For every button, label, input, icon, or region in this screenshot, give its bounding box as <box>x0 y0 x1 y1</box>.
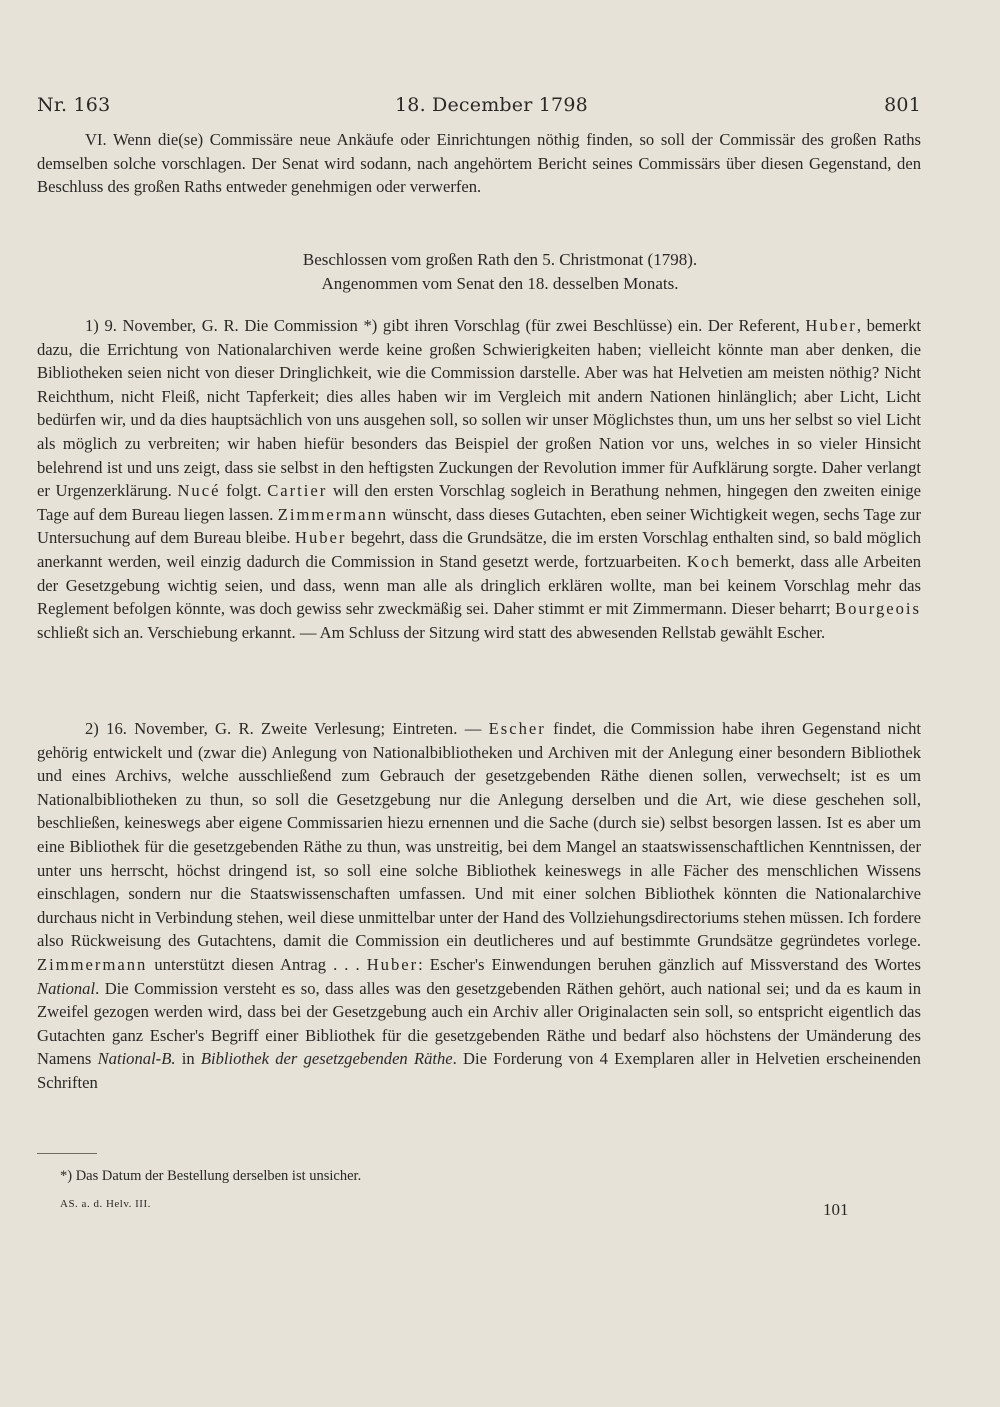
text-run: in <box>175 1049 201 1069</box>
text-run: . Die Commission versteht es so, dass alles was den gesetzgebenden Räthen gehört, auch national sei; und da es kaum in Zweifel gezogen werden wird, dass bei der Gesetzgebung auch ein Archiv aller Originalacten sein soll, so entspricht eigentlich das Gutachten ganz Escher's Begriff einer Bibliothek für die gesetzgebenden Räthe und bedarf also höchstens der Umänderung des Namens <box>37 978 921 1069</box>
text-run: : Escher's Einwendungen beruhen gänzlich auf Missverstand des Wortes <box>418 954 921 974</box>
speaker-name: Koch <box>686 551 731 571</box>
resolution-line-1: Beschlossen vom großen Rath den 5. Christmonat (1798). <box>302 250 698 269</box>
speaker-name: Bourgeois <box>835 599 921 619</box>
text-run: folgt. <box>220 481 268 501</box>
emphasis-text: National <box>37 978 96 998</box>
speaker-name: Huber <box>805 316 857 335</box>
resolution-line-2: Angenommen vom Senat den 18. desselben Monats. <box>321 274 679 293</box>
text-run: schließt sich an. Verschiebung erkannt. — Am Schluss der Sitzung wird statt des abwesenden Rellstab gewählt Escher. <box>37 622 826 642</box>
note-1 <box>37 314 921 644</box>
text-run: . Die Forderung von 4 Exemplaren aller in Helvetien erscheinenden Schriften <box>37 1049 921 1092</box>
header-date: 18. December 1798 <box>395 94 588 116</box>
speaker-name: Huber <box>366 954 419 974</box>
emphasis-text: Bibliothek der gesetzgebenden Räthe <box>200 1049 453 1069</box>
text-run: findet, die Commission habe ihren Gegenstand nicht gehörig entwickelt und (zwar die) Anlegung von Nationalbibliotheken und Archiven mit der Anlegung einer besondern Bibliothek und eines Archivs, welche ausschließend zum Gebrauch der gesetzgebenden Räthe dienen sollen, verwechselt; ist es um Nationalbibliotheken zu thun, so soll die Gesetzgebung nur die Anlegung derselben und die Art, wie diese geschehen soll, beschließen, keineswegs aber eigene Commissarien hiezu ernennen und die Sache (durch sie) selbst besorgen lassen. Ist es aber um eine Bibliothek für die gesetzgebenden Räthe zu thun, was unstreitig, bei dem Mangel an staatswissenschaftlichen Kenntnissen, der unter uns herrscht, höchst dringend ist, so soll eine solche Bibliothek keineswegs in alle Fächer des menschlichen Wissens einschlagen, sondern nur die Staatswissenschaften umfassen. Und mit einer solchen Bibliothek könnten die Nationalarchive durchaus nicht in Verbindung stehen, weil diese unmittelbar unter der Hand des Vollziehungsdirectoriums stehen müssen. Ich fordere also Rückweisung des Gutachtens, damit die Commission ein deutlicheres und auf bestimmte Grundsätze gegründetes vorlege. <box>37 719 921 951</box>
text-run: unterstützt diesen Antrag . . . <box>147 954 367 974</box>
text-run: begehrt, dass die Grundsätze, die im ersten Vorschlag enthalten sind, so bald möglich anerkannt werden, weil einzig dadurch die Commission in Stand gesetzt werde, fortzuarbeiten. <box>37 528 921 571</box>
footnote: *) Das Datum der Bestellung derselben ist unsicher. <box>60 1168 362 1184</box>
source-line: AS. a. d. Helv. III. <box>60 1198 151 1210</box>
text-run: will den ersten Vorschlag sogleich in Berathung nehmen, hingegen den zweiten einige Tage auf dem Bureau liegen lassen. <box>37 481 921 524</box>
speaker-name: Huber <box>294 528 347 548</box>
text-run: , bemerkt dazu, die Errichtung von Nationalarchiven werde keine großen Schwierigkeiten haben; vielleicht könnte man aber denken, die Bibliotheken seien nicht von dieser Dringlichkeit, wie die Commission darstelle. Aber was hat Helvetien am meisten nöthig? Nicht Reichthum, nicht Fleiß, nicht Tapferkeit; dies alles haben wir im Vergleich mit andern Nationen hinlänglich; aber Licht, Licht bedürfen wir, und da dies hauptsächlich von uns ausgehen soll, so sollen wir unser Möglichstes thun, um uns her selbst so viel Licht als möglich zu verbreiten; wir haben hiefür besonders das Beispiel der großen Nation vor uns, welches in so vieler Hinsicht belehrend ist und uns zeigt, dass sie selbst in den heftigsten Zuckungen der Revolution immer für Aufklärung sorgte. Daher verlangt er Urgenzerklärung. <box>37 316 921 501</box>
section-vi-text: VI. Wenn die(se) Commissäre neue Ankäufe oder Einrichtungen nöthig finden, so soll der Commissär des großen Raths demselben solche vorschlagen. Der Senat wird sodann, nach angehörtem Bericht seines Commissärs über diesen Gegenstand, den Beschluss des großen Raths entweder genehmigen oder verwerfen. <box>37 130 921 197</box>
speaker-name: Nucé <box>177 481 221 501</box>
note-1-text <box>37 314 921 644</box>
note-2-text <box>37 717 921 1095</box>
footnote-rule <box>37 1153 97 1154</box>
text-run: 1) 9. November, G. R. Die Commission *) gibt ihren Vorschlag (für zwei Beschlüsse) ein. Der Referent, <box>85 316 806 335</box>
speaker-name: Zimmermann <box>277 504 389 524</box>
document-number: Nr. 163 <box>37 94 111 116</box>
note-2 <box>37 717 921 1095</box>
text-run: wünscht, dass dieses Gutachten, eben seiner Wichtigkeit wegen, sechs Tage zur Untersuchung auf dem Bureau bleibe. <box>37 504 921 548</box>
speaker-name: Cartier <box>267 481 328 501</box>
text-run: bemerkt, dass alle Arbeiten der Gesetzgebung wichtig seien, und dass, wenn man alle als dringlich erklären wollte, man bei keinem Vorschlag mehr das Reglement befolgen könnte, was doch gewiss sehr zweckmäßig sei. Daher stimmt er mit Zimmermann. Dieser beharrt; <box>37 551 921 619</box>
text-run: 2) 16. November, G. R. Zweite Verlesung; Eintreten. — <box>85 719 489 738</box>
emphasis-text: National-B. <box>97 1049 176 1069</box>
section-vi <box>37 128 921 199</box>
speaker-name: Zimmermann <box>37 954 148 974</box>
page-number: 801 <box>884 94 921 116</box>
signature-number: 101 <box>823 1200 849 1219</box>
speaker-name: Escher <box>488 719 546 738</box>
